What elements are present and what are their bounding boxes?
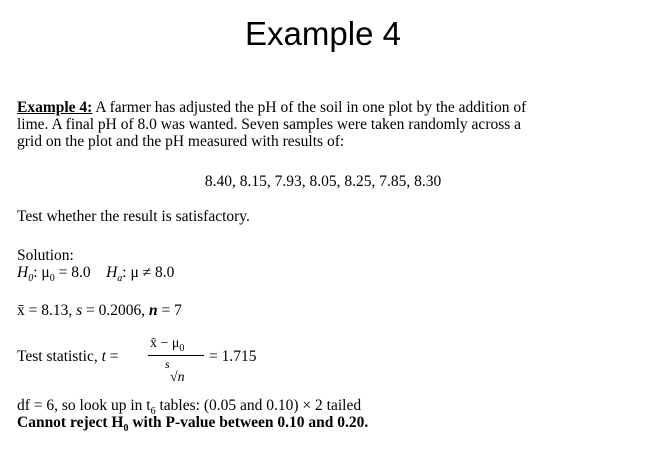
slide-title: Example 4 bbox=[245, 15, 401, 52]
hypotheses-line: $H_0$: $\mu_0 = 8.0$ $H_a$: μ ≠ 8.0 bbox=[17, 264, 175, 285]
test-statistic-value: = 1.715 bbox=[209, 348, 257, 365]
test-statistic-label: Test statistic, t = bbox=[17, 348, 119, 365]
formula-numerator: x̄ − $\mu_0$ bbox=[150, 336, 185, 354]
problem-line-1 bbox=[17, 99, 526, 116]
problem-text-1: A farmer has adjusted the pH of the soil in one plot by the addition of bbox=[92, 99, 527, 116]
solution-heading: Solution: bbox=[17, 247, 74, 264]
example-label: Example 4: bbox=[17, 99, 93, 116]
problem-line-3: grid on the plot and the pH measured with results of: bbox=[17, 133, 345, 150]
problem-line-2: lime. A final pH of 8.0 was wanted. Seven samples were taken randomly across a bbox=[17, 116, 522, 133]
conclusion-line: Cannot reject $H_0$ with P-value between 0.10 and 0.20. bbox=[17, 414, 369, 435]
formula-den-s: s bbox=[165, 357, 170, 371]
formula-den-root: √n bbox=[170, 370, 185, 385]
ph-data-values: 8.40, 8.15, 7.93, 8.05, 8.25, 7.85, 8.30 bbox=[204, 173, 442, 190]
df-line: df = 6, so look up in $t_6$ tables: (0.05 and 0.10) × 2 tailed bbox=[17, 397, 362, 418]
question-text: Test whether the result is satisfactory. bbox=[17, 208, 250, 225]
formula-fraction-bar bbox=[148, 355, 204, 356]
sample-statistics-line: x̄ = 8.13, s = 0.2006, n = 7 bbox=[17, 302, 182, 319]
